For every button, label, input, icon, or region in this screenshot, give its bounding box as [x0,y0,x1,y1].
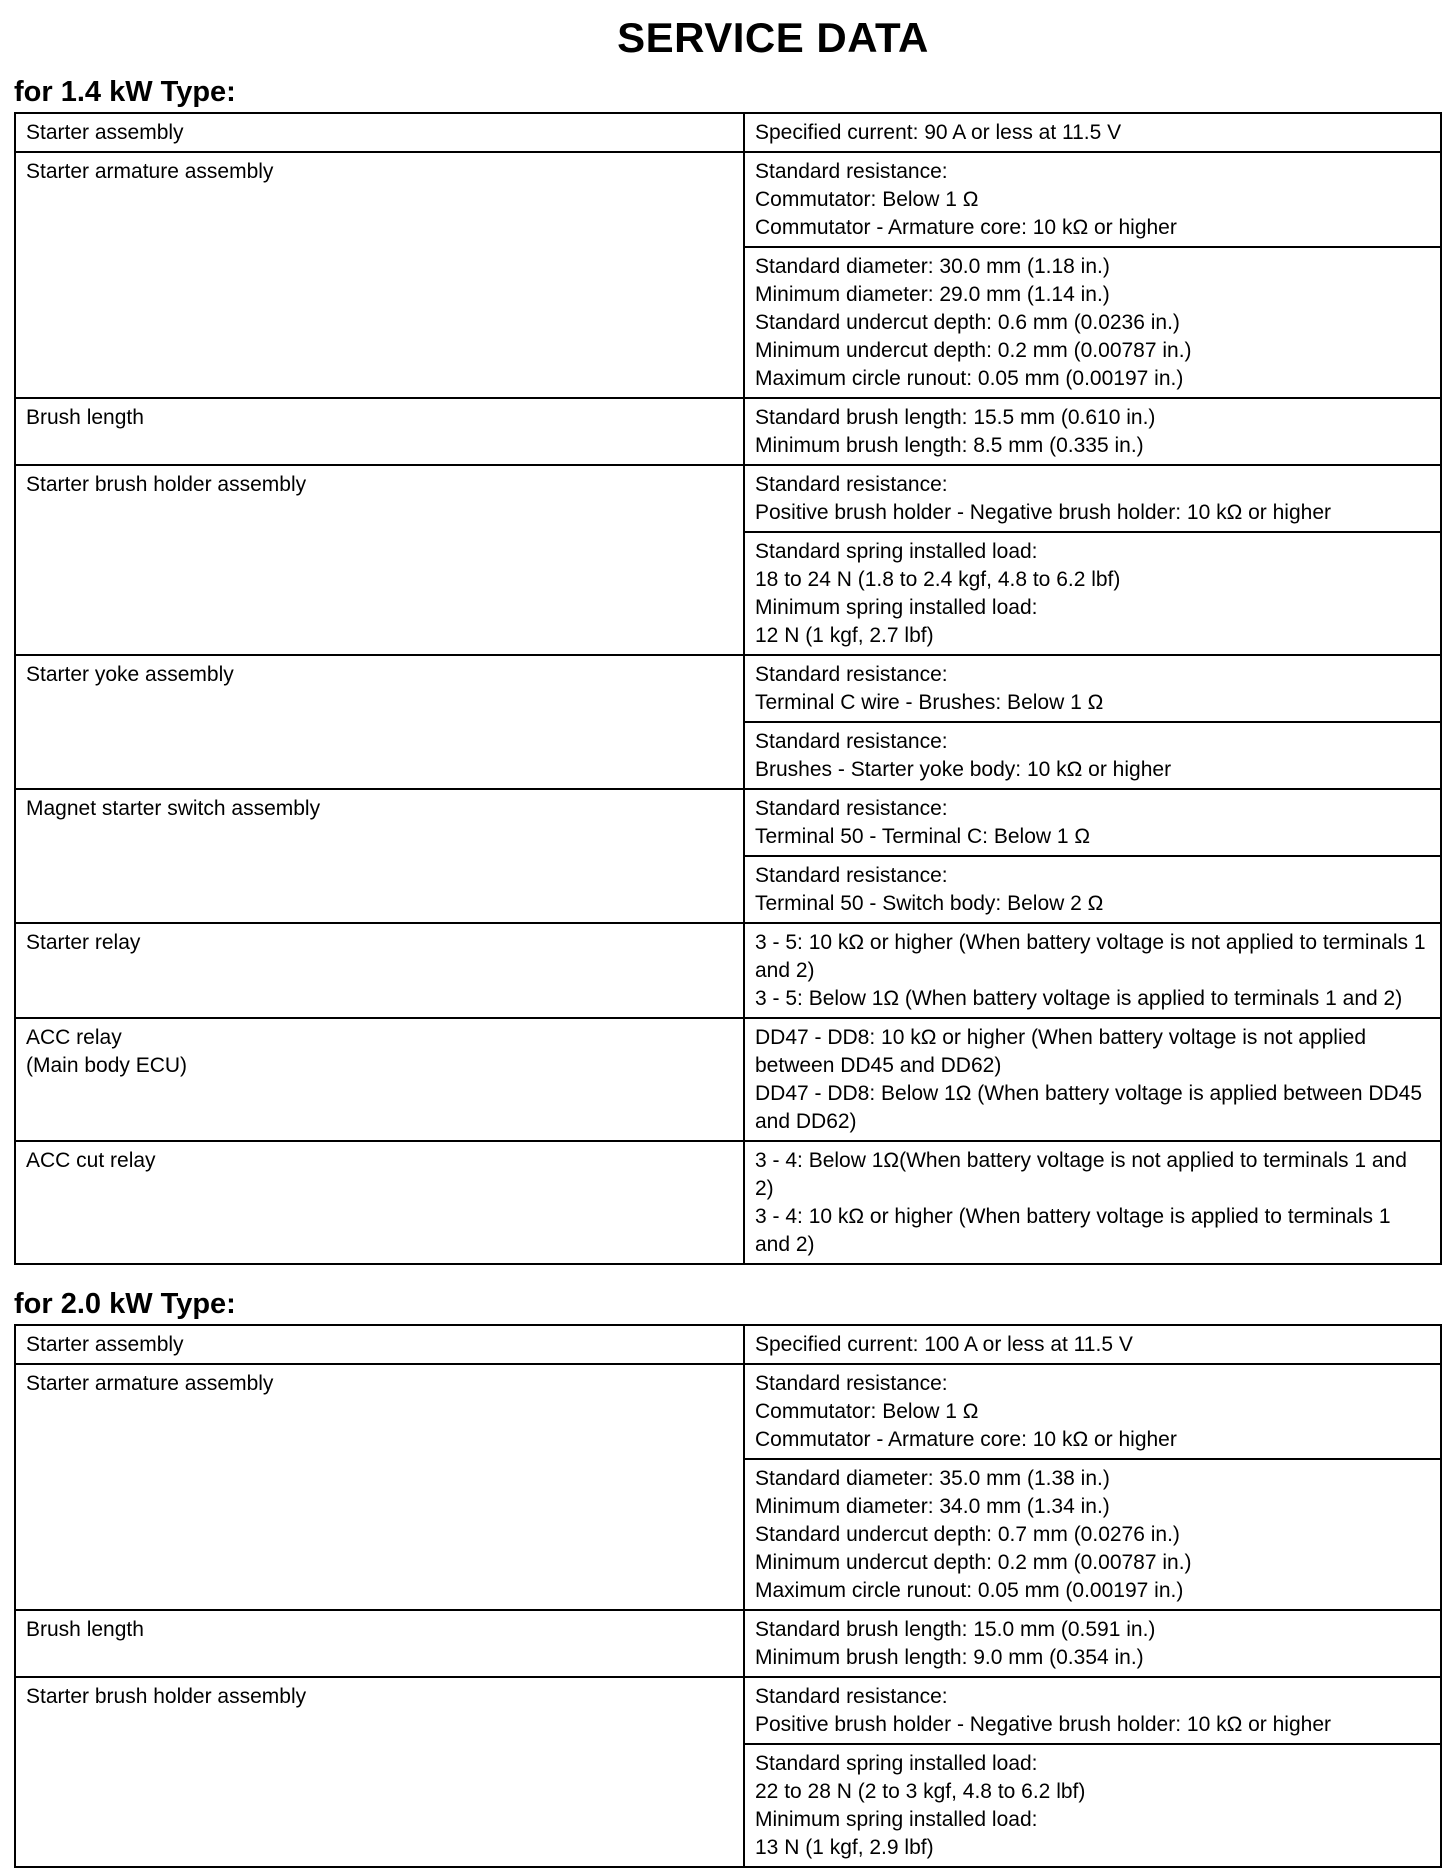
spec-line: Maximum circle runout: 0.05 mm (0.00197 in.) [755,1579,1184,1602]
spec-line: Commutator - Armature core: 10 kΩ or higher [755,1428,1177,1451]
spec-cell [744,1744,1441,1867]
spec-line: Standard resistance: [755,160,948,183]
spec-line: Standard resistance: [755,1372,948,1395]
spec-line: Standard resistance: [755,730,948,753]
table-row [15,465,1441,532]
component-name: ACC relay (Main body ECU) [26,1026,188,1077]
spec-cell [744,247,1441,398]
spec-cell [744,856,1441,923]
spec-line: Commutator: Below 1 Ω [755,1400,979,1423]
component-name: Brush length [26,406,144,429]
spec-cell [744,1325,1441,1364]
spec-line: Brushes - Starter yoke body: 10 kΩ or higher [755,758,1172,781]
section-heading-1-4kw: for 1.4 kW Type: [14,76,236,108]
component-label [15,1141,744,1264]
spec-cell [744,465,1441,532]
spec-cell [744,722,1441,789]
component-label [15,1677,744,1867]
spec-line: Specified current: 90 A or less at 11.5 V [755,121,1122,144]
component-name: Starter armature assembly [26,1372,274,1395]
spec-cell [744,1610,1441,1677]
table-row [15,789,1441,856]
table-row [15,1677,1441,1744]
spec-cell [744,923,1441,1018]
spec-line: Standard diameter: 35.0 mm (1.38 in.) [755,1467,1110,1490]
table-row [15,1325,1441,1364]
spec-cell [744,113,1441,152]
component-label [15,789,744,923]
component-label [15,1364,744,1610]
spec-line: Minimum spring installed load: [755,1808,1038,1831]
component-label [15,398,744,465]
spec-cell [744,655,1441,722]
component-label [15,655,744,789]
spec-line: Terminal 50 - Terminal C: Below 1 Ω [755,825,1091,848]
spec-line: 22 to 28 N (2 to 3 kgf, 4.8 to 6.2 lbf) [755,1780,1086,1803]
spec-line: Standard undercut depth: 0.7 mm (0.0276 in.) [755,1523,1180,1546]
spec-line: 18 to 24 N (1.8 to 2.4 kgf, 4.8 to 6.2 lbf) [755,568,1121,591]
component-label [15,152,744,398]
spec-cell [744,152,1441,247]
spec-line: Standard undercut depth: 0.6 mm (0.0236 in.) [755,311,1180,334]
spec-line: Terminal 50 - Switch body: Below 2 Ω [755,892,1104,915]
component-name: Brush length [26,1618,144,1641]
table-row [15,152,1441,247]
table-row [15,1610,1441,1677]
spec-line: 3 - 5: 10 kΩ or higher (When battery voltage is not applied to terminals 1 and 2) [755,931,1432,982]
component-name: Starter brush holder assembly [26,1685,307,1708]
spec-line: Standard resistance: [755,663,948,686]
component-name: ACC cut relay [26,1149,156,1172]
spec-line: DD47 - DD8: 10 kΩ or higher (When battery voltage is not applied between DD45 and DD62) [755,1026,1372,1077]
spec-line: Standard spring installed load: [755,1752,1038,1775]
spec-line: Specified current: 100 A or less at 11.5 V [755,1333,1133,1356]
spec-cell [744,789,1441,856]
spec-cell [744,532,1441,655]
spec-line: DD47 - DD8: Below 1Ω (When battery voltage is applied between DD45 and DD62) [755,1082,1428,1133]
spec-line: Minimum brush length: 8.5 mm (0.335 in.) [755,434,1144,457]
spec-cell [744,1364,1441,1459]
spec-line: Standard resistance: [755,864,948,887]
table-row [15,1364,1441,1459]
component-label [15,1325,744,1364]
spec-line: Positive brush holder - Negative brush holder: 10 kΩ or higher [755,1713,1332,1736]
page-title: SERVICE DATA [617,14,929,61]
spec-cell [744,1677,1441,1744]
component-name: Starter brush holder assembly [26,473,307,496]
table-row [15,398,1441,465]
table-row [15,1018,1441,1141]
spec-line: 12 N (1 kgf, 2.7 lbf) [755,624,934,647]
spec-line: Standard resistance: [755,473,948,496]
component-name: Starter assembly [26,1333,184,1356]
spec-line: Minimum spring installed load: [755,596,1038,619]
spec-line: Standard resistance: [755,797,948,820]
component-label [15,1610,744,1677]
spec-line: Standard resistance: [755,1685,948,1708]
component-label [15,1018,744,1141]
spec-line: Minimum brush length: 9.0 mm (0.354 in.) [755,1646,1144,1669]
spec-line: Standard diameter: 30.0 mm (1.18 in.) [755,255,1110,278]
spec-line: Standard brush length: 15.5 mm (0.610 in.) [755,406,1156,429]
table-row [15,113,1441,152]
section-heading-2-0kw: for 2.0 kW Type: [14,1288,236,1320]
spec-line: 3 - 5: Below 1Ω (When battery voltage is applied to terminals 1 and 2) [755,987,1403,1010]
spec-line: Minimum undercut depth: 0.2 mm (0.00787 in.) [755,339,1192,362]
spec-line: Terminal C wire - Brushes: Below 1 Ω [755,691,1104,714]
spec-line: Standard brush length: 15.0 mm (0.591 in.) [755,1618,1156,1641]
component-label [15,113,744,152]
spec-line: Minimum diameter: 29.0 mm (1.14 in.) [755,283,1110,306]
service-data-table-2-0kw [14,1324,1442,1868]
spec-line: Standard spring installed load: [755,540,1038,563]
spec-line: Minimum diameter: 34.0 mm (1.34 in.) [755,1495,1110,1518]
spec-line: 13 N (1 kgf, 2.9 lbf) [755,1836,934,1859]
spec-line: Maximum circle runout: 0.05 mm (0.00197 in.) [755,367,1184,390]
spec-line: Commutator - Armature core: 10 kΩ or higher [755,216,1177,239]
component-name: Starter yoke assembly [26,663,234,686]
component-name: Starter relay [26,931,141,954]
spec-line: 3 - 4: Below 1Ω(When battery voltage is not applied to terminals 1 and 2) [755,1149,1413,1200]
table-row [15,655,1441,722]
component-name: Starter assembly [26,121,184,144]
component-label [15,923,744,1018]
spec-line: 3 - 4: 10 kΩ or higher (When battery voltage is applied to terminals 1 and 2) [755,1205,1397,1256]
spec-cell [744,398,1441,465]
component-name: Starter armature assembly [26,160,274,183]
component-name: Magnet starter switch assembly [26,797,321,820]
spec-line: Commutator: Below 1 Ω [755,188,979,211]
spec-cell [744,1459,1441,1610]
service-data-table-1-4kw [14,112,1442,1265]
spec-line: Positive brush holder - Negative brush holder: 10 kΩ or higher [755,501,1332,524]
spec-cell [744,1141,1441,1264]
spec-cell [744,1018,1441,1141]
spec-line: Minimum undercut depth: 0.2 mm (0.00787 in.) [755,1551,1192,1574]
component-label [15,465,744,655]
table-row [15,1141,1441,1264]
table-row [15,923,1441,1018]
